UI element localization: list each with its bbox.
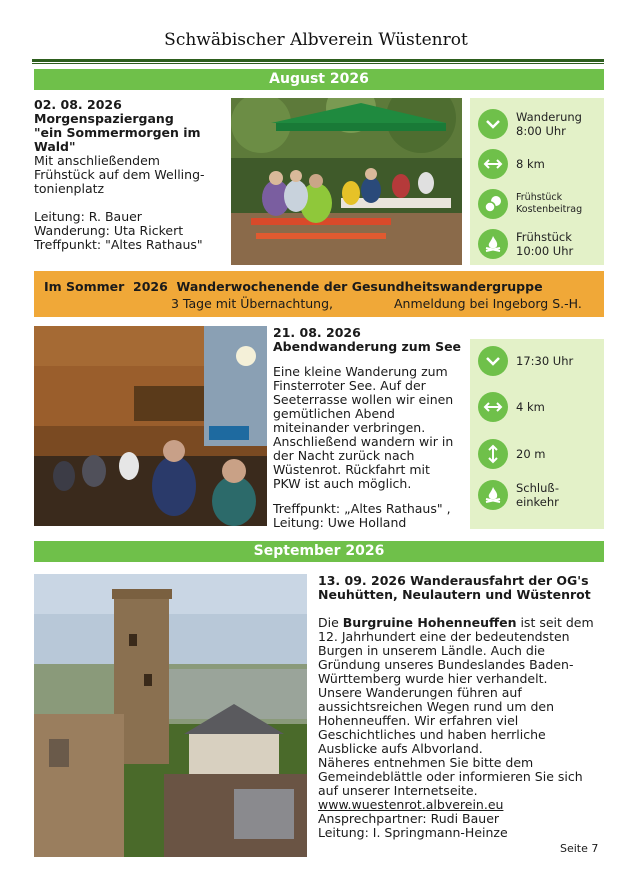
event3-body-9: Ausblicke aufs Albvorland. — [318, 741, 483, 756]
page-number: Seite 7 — [560, 842, 599, 855]
event2-title: Abendwanderung zum See — [273, 339, 462, 354]
elevation-arrows-icon — [478, 439, 508, 469]
event1-photo — [231, 98, 462, 265]
event2-body-1: Eine kleine Wanderung zum — [273, 364, 448, 379]
event2-body-2: Finsterroter See. Auf der — [273, 378, 426, 393]
event3-text — [318, 574, 604, 840]
event1-date: 02. 08. 2026 — [34, 97, 122, 112]
event2-body-5: miteinander verbringen. — [273, 420, 426, 435]
event2-leitung: Leitung: Uwe Holland — [273, 515, 407, 530]
event2-info-elevation — [470, 434, 604, 474]
event3-body-4: Württemberg wurde hier verhandelt. — [318, 671, 548, 686]
sommer-registration: Anmeldung bei Ingeborg S.-H. — [394, 296, 582, 311]
event3-title-1: 13. 09. 2026 Wanderausfahrt der OG's — [318, 573, 589, 588]
event3-title-2: Neuhütten, Neulautern und Wüstenrot — [318, 587, 591, 602]
campfire-icon — [478, 480, 508, 510]
page-title: Schwäbischer Albverein Wüstenrot — [164, 30, 468, 50]
event3-intro — [318, 616, 604, 630]
event2-info-einkehr-1: Schluß- — [516, 481, 560, 495]
event1-body-2: Frühstück auf dem Welling- — [34, 167, 205, 182]
event3-intro-bold: Burgruine Hohenneuffen — [342, 615, 517, 630]
event1-info-time-2: 8:00 Uhr — [516, 124, 566, 138]
event2-info-distance — [470, 387, 604, 427]
event2-body-7: der Nacht zurück nach — [273, 448, 415, 463]
event3-body-8: Geschichtliches und haben herrliche — [318, 727, 546, 742]
event3-intro-prefix: Die — [318, 615, 343, 630]
distance-arrows-icon — [478, 149, 508, 179]
event2-treffpunkt: Treffpunkt: „Altes Rathaus" , — [273, 501, 451, 516]
event2-text — [273, 326, 468, 530]
event2-body-9: PKW ist auch möglich. — [273, 476, 412, 491]
header-rule — [32, 59, 604, 62]
cost-circles-icon — [478, 189, 508, 219]
month-heading-august: August 2026 — [34, 69, 604, 90]
event3-intro-suffix: ist seit dem — [516, 615, 594, 630]
event1-info-time-1: Wanderung — [516, 110, 582, 124]
event3-contact: Ansprechpartner: Rudi Bauer — [318, 811, 500, 826]
event3-body-7: Hohenneuffen. Wir erfahren viel — [318, 713, 519, 728]
event1-wanderung: Wanderung: Uta Rickert — [34, 223, 184, 238]
event2-info-einkehr — [470, 475, 604, 515]
event3-body-2: Burgen in unserem Ländle. Auch die — [318, 643, 545, 658]
event2-photo — [34, 326, 267, 526]
event1-info-time — [470, 104, 604, 144]
event1-info-breakfast-2: 10:00 Uhr — [516, 244, 574, 258]
website-link[interactable]: www.wuestenrot.albverein.eu — [318, 797, 504, 812]
event1-info-breakfast-1: Frühstück — [516, 230, 572, 244]
event1-info-distance — [470, 144, 604, 184]
event2-info-time-value: 17:30 Uhr — [516, 354, 574, 368]
event1-info-breakfast — [470, 224, 604, 264]
event2-info-time — [470, 341, 604, 381]
event2-info-distance-value: 4 km — [516, 400, 545, 414]
event1-info-panel — [470, 98, 604, 265]
chevron-down-icon — [478, 109, 508, 139]
event3-body-10: Näheres entnehmen Sie bitte dem — [318, 755, 534, 770]
campfire-icon — [478, 229, 508, 259]
event1-info-cost — [470, 184, 604, 224]
event3-body-6: aussichtsreichen Wegen rund um den — [318, 699, 555, 714]
header-rule-thin — [32, 63, 604, 64]
event3-body-12: auf unserer Internetseite. — [318, 783, 478, 798]
sommer-title: Im Sommer 2026 Wanderwochenende der Gesundheitswandergruppe — [44, 279, 543, 294]
event1-treffpunkt: Treffpunkt: "Altes Rathaus" — [34, 237, 203, 252]
event2-body-4: gemütlichen Abend — [273, 406, 395, 421]
event2-date: 21. 08. 2026 — [273, 325, 361, 340]
event1-title-2: "ein Sommermorgen im — [34, 125, 201, 140]
event2-info-elevation-value: 20 m — [516, 447, 546, 461]
event3-body-3: Gründung unseres Bundeslandes Baden- — [318, 657, 574, 672]
event2-info-panel — [470, 339, 604, 529]
event1-text — [34, 98, 229, 252]
event1-leitung: Leitung: R. Bauer — [34, 209, 142, 224]
event1-title-3: Wald" — [34, 139, 76, 154]
event3-leitung: Leitung: I. Springmann-Heinze — [318, 825, 508, 840]
distance-arrows-icon — [478, 392, 508, 422]
event1-info-cost-2: Kostenbeitrag — [516, 204, 583, 215]
event2-body-6: Anschließend wandern wir in — [273, 434, 454, 449]
chevron-down-icon — [478, 346, 508, 376]
event3-body-1: 12. Jahrhundert eine der bedeutendsten — [318, 629, 570, 644]
event2-info-einkehr-2: einkehr — [516, 495, 559, 509]
event3-photo — [34, 574, 307, 857]
event1-body-3: tonienplatz — [34, 181, 105, 196]
event1-title-1: Morgenspaziergang — [34, 111, 174, 126]
event3-body-11: Gemeindeblättle oder informieren Sie sich — [318, 769, 583, 784]
event2-body-8: Wüstenrot. Rückfahrt mit — [273, 462, 430, 477]
event1-info-cost-1: Frühstück — [516, 192, 563, 203]
event1-info-distance-value: 8 km — [516, 157, 545, 171]
event2-body-3: Seeterrasse wollen wir einen — [273, 392, 454, 407]
sommer-banner — [34, 271, 604, 317]
event3-body-5: Unsere Wanderungen führen auf — [318, 685, 522, 700]
sommer-duration: 3 Tage mit Übernachtung, — [171, 296, 333, 311]
month-heading-september: September 2026 — [34, 541, 604, 562]
event1-body-1: Mit anschließendem — [34, 153, 160, 168]
